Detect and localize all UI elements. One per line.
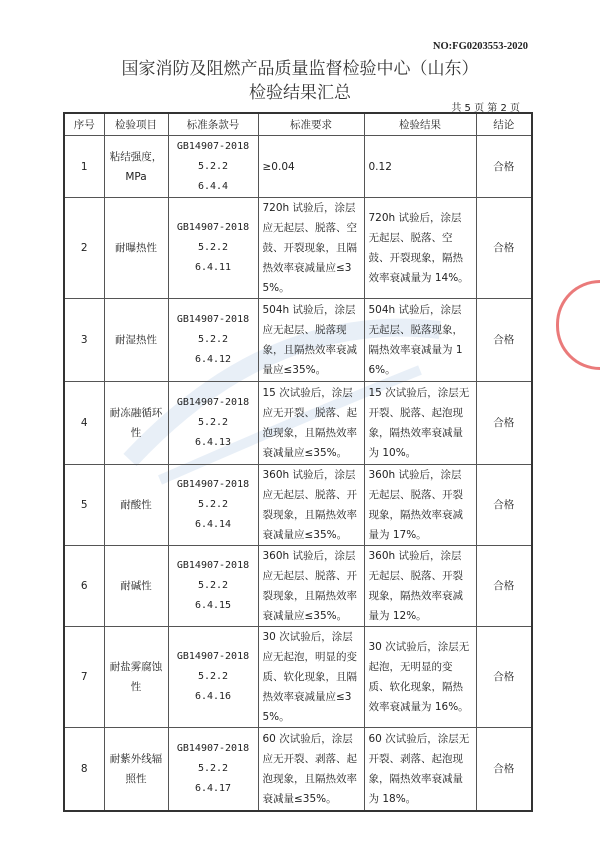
test-item: 耐盐雾腐蚀性 [104, 627, 168, 728]
requirement: 504h 试验后，涂层应无起层、脱落现象，且隔热效率衰减量应≤35%。 [258, 299, 364, 382]
table-row [64, 728, 532, 811]
row-number: 3 [64, 299, 104, 382]
column-header: 检验项目 [104, 113, 168, 136]
standard-clause [168, 382, 258, 465]
clause-line: 5.2.2 [197, 580, 229, 591]
header-row [64, 113, 532, 136]
test-result: 720h 试验后，涂层无起层、脱落、空鼓、开裂现象，隔热效率衰减量为 14%。 [364, 198, 476, 299]
clause-line: GB14907-2018 [176, 651, 250, 662]
clause-line: 6.4.12 [194, 354, 232, 365]
official-stamp [556, 280, 600, 370]
column-header: 序号 [64, 113, 104, 136]
row-number: 8 [64, 728, 104, 811]
table-row [64, 546, 532, 627]
clause-line: GB14907-2018 [176, 397, 250, 408]
clause-line: 6.4.14 [194, 519, 232, 530]
test-item: 耐酸性 [104, 465, 168, 546]
test-item: 粘结强度，MPa [104, 136, 168, 198]
page-title: 国家消防及阻燃产品质量监督检验中心（山东） [121, 59, 479, 79]
standard-clause [168, 136, 258, 198]
test-item: 耐冻融循环性 [104, 382, 168, 465]
standard-clause [168, 299, 258, 382]
clause-line: GB14907-2018 [176, 479, 250, 490]
document-number: NO:FG0203553-2020 [432, 41, 528, 52]
column-header: 标准要求 [258, 113, 364, 136]
verdict: 合格 [476, 198, 532, 299]
clause-line: 6.4.11 [194, 262, 232, 273]
row-number: 1 [64, 136, 104, 198]
test-result: 30 次试验后，涂层无起泡，无明显的变质、软化现象，隔热效率衰减量为 16%。 [364, 627, 476, 728]
standard-clause [168, 627, 258, 728]
standard-clause [168, 728, 258, 811]
clause-line: 5.2.2 [197, 242, 229, 253]
row-number: 5 [64, 465, 104, 546]
table-row [64, 465, 532, 546]
test-item: 耐湿热性 [104, 299, 168, 382]
row-number: 4 [64, 382, 104, 465]
clause-line: 5.2.2 [197, 671, 229, 682]
clause-line: 5.2.2 [197, 160, 229, 172]
requirement: 360h 试验后，涂层应无起层、脱落、开裂现象，且隔热效率衰减量应≤35%。 [258, 465, 364, 546]
row-number: 6 [64, 546, 104, 627]
verdict: 合格 [476, 546, 532, 627]
verdict: 合格 [476, 728, 532, 811]
column-header: 结论 [476, 113, 532, 136]
test-result: 360h 试验后，涂层无起层、脱落、开裂现象，隔热效率衰减量为 17%。 [364, 465, 476, 546]
test-result: 60 次试验后，涂层无开裂、剥落、起泡现象，隔热效率衰减量为 18%。 [364, 728, 476, 811]
test-item: 耐紫外线辐照性 [104, 728, 168, 811]
clause-line: 6.4.15 [194, 600, 232, 611]
clause-line: GB14907-2018 [176, 560, 250, 571]
clause-line: 5.2.2 [197, 334, 229, 345]
page-info: 共 5 页 第 2 页 [451, 103, 520, 114]
standard-clause [168, 465, 258, 546]
requirement: 360h 试验后，涂层应无起层、脱落、开裂现象，且隔热效率衰减量应≤35%。 [258, 546, 364, 627]
verdict: 合格 [476, 136, 532, 198]
requirement: ≥0.04 [258, 136, 364, 198]
results-table [63, 112, 533, 812]
clause-line: GB14907-2018 [176, 140, 250, 152]
clause-line: 5.2.2 [197, 762, 229, 774]
clause-line: GB14907-2018 [176, 222, 250, 233]
column-header: 检验结果 [364, 113, 476, 136]
test-item: 耐碱性 [104, 546, 168, 627]
table-row [64, 382, 532, 465]
table-row [64, 627, 532, 728]
verdict: 合格 [476, 465, 532, 546]
table-row [64, 299, 532, 382]
clause-line: GB14907-2018 [176, 314, 250, 325]
requirement: 30 次试验后，涂层应无起泡，明显的变质、软化现象，且隔热效率衰减量应≤35%。 [258, 627, 364, 728]
test-result: 0.12 [364, 136, 476, 198]
verdict: 合格 [476, 299, 532, 382]
test-result: 360h 试验后，涂层无起层、脱落、开裂现象，隔热效率衰减量为 12%。 [364, 546, 476, 627]
test-result: 15 次试验后，涂层无开裂、脱落、起泡现象，隔热效率衰减量为 10%。 [364, 382, 476, 465]
clause-line: 6.4.16 [194, 691, 232, 702]
clause-line: 5.2.2 [197, 499, 229, 510]
clause-line: 6.4.13 [194, 437, 232, 448]
clause-line: 5.2.2 [197, 417, 229, 428]
requirement: 720h 试验后，涂层应无起层、脱落、空鼓、开裂现象，且隔热效率衰减量应≤35%。 [258, 198, 364, 299]
standard-clause [168, 198, 258, 299]
row-number: 2 [64, 198, 104, 299]
clause-line: GB14907-2018 [176, 742, 250, 754]
test-result: 504h 试验后，涂层无起层、脱落现象，隔热效率衰减量为 16%。 [364, 299, 476, 382]
requirement: 60 次试验后，涂层应无开裂、剥落、起泡现象，且隔热效率衰减量≤35%。 [258, 728, 364, 811]
verdict: 合格 [476, 382, 532, 465]
row-number: 7 [64, 627, 104, 728]
verdict: 合格 [476, 627, 532, 728]
requirement: 15 次试验后，涂层应无开裂、脱落、起泡现象，且隔热效率衰减量应≤35%。 [258, 382, 364, 465]
test-item: 耐曝热性 [104, 198, 168, 299]
clause-line: 6.4.17 [194, 782, 232, 794]
column-header: 标准条款号 [168, 113, 258, 136]
clause-line: 6.4.4 [197, 180, 229, 192]
page-subtitle: 检验结果汇总 [249, 83, 351, 103]
table-row [64, 198, 532, 299]
standard-clause [168, 546, 258, 627]
table-row [64, 136, 532, 198]
